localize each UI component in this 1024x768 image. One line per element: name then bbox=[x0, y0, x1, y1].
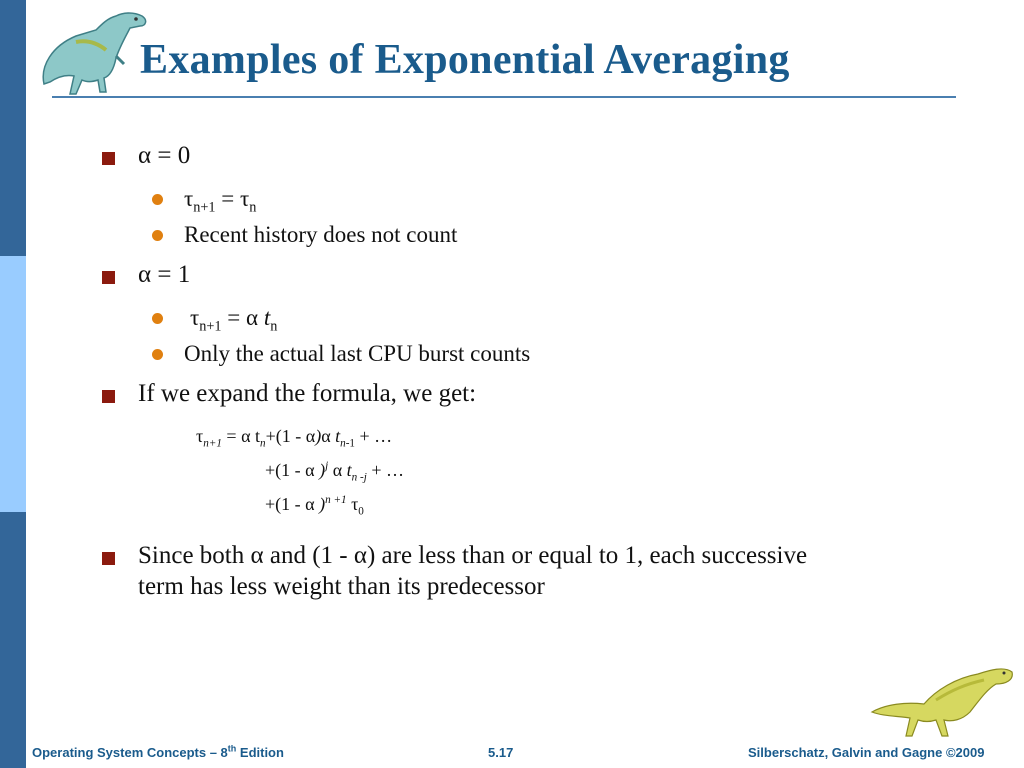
subscript-n-minus-1 bbox=[340, 438, 355, 450]
bullet-alpha-zero bbox=[138, 142, 190, 170]
subscript-minus-1: -1 bbox=[345, 437, 356, 450]
subbullet-recent-history: Recent history does not count bbox=[184, 222, 458, 247]
tau-symbol: τ bbox=[184, 186, 194, 211]
formula-text: ) bbox=[315, 426, 322, 446]
formula-text: = bbox=[221, 426, 242, 446]
alpha-symbol: α bbox=[305, 460, 315, 480]
side-strip-bottom bbox=[0, 512, 26, 768]
t-variable: t bbox=[346, 460, 352, 480]
dinosaur-footer-icon bbox=[866, 660, 1016, 740]
alpha-symbol: α bbox=[305, 426, 316, 446]
square-bullet bbox=[102, 552, 115, 565]
formula-text: +(1 - bbox=[265, 494, 306, 514]
footer-page-number: 5.17 bbox=[488, 745, 514, 760]
equals-text: = bbox=[215, 186, 241, 211]
bullet-alpha-zero-text: = 0 bbox=[151, 142, 191, 169]
formula-text: +(1 - bbox=[265, 460, 306, 480]
formula-text: ) bbox=[314, 460, 326, 480]
alpha-symbol: α bbox=[241, 426, 251, 446]
bullet-successive-weight bbox=[138, 542, 807, 570]
square-bullet bbox=[102, 271, 115, 284]
slide-title: Examples of Exponential Averaging bbox=[140, 37, 790, 83]
alpha-symbol: α bbox=[332, 460, 343, 480]
tau-symbol: τ bbox=[240, 186, 250, 211]
round-bullet bbox=[152, 230, 163, 241]
formula-text: + … bbox=[366, 460, 404, 480]
alpha-symbol: α bbox=[246, 305, 259, 330]
alpha-symbol: α bbox=[138, 261, 152, 288]
footer-book-edition: Edition bbox=[236, 745, 284, 760]
side-strip-middle bbox=[0, 256, 26, 512]
footer-book-sup: th bbox=[227, 743, 237, 754]
alpha-symbol: α bbox=[305, 494, 315, 514]
tau-symbol: τ bbox=[351, 494, 359, 514]
side-strip-top bbox=[0, 0, 26, 256]
subscript-n: n bbox=[249, 199, 257, 216]
tau-symbol: τ bbox=[196, 426, 204, 446]
square-bullet bbox=[102, 152, 115, 165]
subscript-n-plus-1: n+1 bbox=[199, 318, 222, 335]
alpha-symbol: α bbox=[321, 426, 331, 446]
formula-text: +(1 - bbox=[265, 426, 306, 446]
bullet-text: and (1 - bbox=[263, 542, 354, 569]
formula-text: ) bbox=[314, 494, 326, 514]
bullet-text: Since both bbox=[138, 542, 251, 569]
subscript-n: n bbox=[340, 437, 346, 450]
formula-line-3 bbox=[265, 494, 364, 518]
formula-text: t bbox=[250, 426, 261, 446]
bullet-alpha-one-text: = 1 bbox=[151, 261, 191, 288]
bullet-alpha-one bbox=[138, 261, 190, 289]
bullet-expand-formula: If we expand the formula, we get: bbox=[138, 380, 477, 407]
footer-authors: Silberschatz, Galvin and Gagne ©2009 bbox=[748, 745, 985, 760]
formula-text: + … bbox=[355, 426, 393, 446]
superscript-j: j bbox=[325, 460, 329, 472]
alpha-symbol: α bbox=[353, 542, 367, 569]
round-bullet bbox=[152, 194, 163, 205]
footer-book-title bbox=[32, 745, 284, 760]
t-variable: t bbox=[335, 426, 341, 446]
formula-line-2 bbox=[265, 460, 404, 484]
bullet-successive-weight-line2: term has less weight than its predecessor bbox=[138, 573, 545, 600]
title-divider bbox=[52, 96, 956, 98]
tau-symbol: τ bbox=[190, 305, 200, 330]
subscript-n-plus-1: n+1 bbox=[193, 199, 216, 216]
subbullet-tau-equals-alpha-t bbox=[190, 305, 278, 335]
subbullet-last-cpu-burst: Only the actual last CPU burst counts bbox=[184, 341, 531, 366]
dinosaur-logo-icon bbox=[36, 6, 156, 98]
t-variable: t bbox=[263, 305, 271, 330]
footer-book-title-text: Operating System Concepts – 8 bbox=[32, 745, 228, 760]
equals-text: = bbox=[221, 305, 247, 330]
bullet-text: ) are less than or equal to 1, each successive bbox=[366, 542, 808, 569]
superscript-n-plus-1: n +1 bbox=[325, 494, 347, 506]
round-bullet bbox=[152, 349, 163, 360]
alpha-symbol: α bbox=[138, 142, 152, 169]
subscript-0: 0 bbox=[358, 505, 364, 518]
subscript-n: n bbox=[260, 437, 266, 450]
subscript-n-plus-1: n+1 bbox=[203, 437, 222, 450]
subscript-n-minus-j: n -j bbox=[351, 471, 367, 484]
alpha-symbol: α bbox=[250, 542, 264, 569]
subscript-n: n bbox=[270, 318, 278, 335]
subbullet-tau-equals-tau bbox=[184, 186, 257, 216]
formula-line-1 bbox=[196, 426, 393, 450]
square-bullet bbox=[102, 390, 115, 403]
round-bullet bbox=[152, 313, 163, 324]
